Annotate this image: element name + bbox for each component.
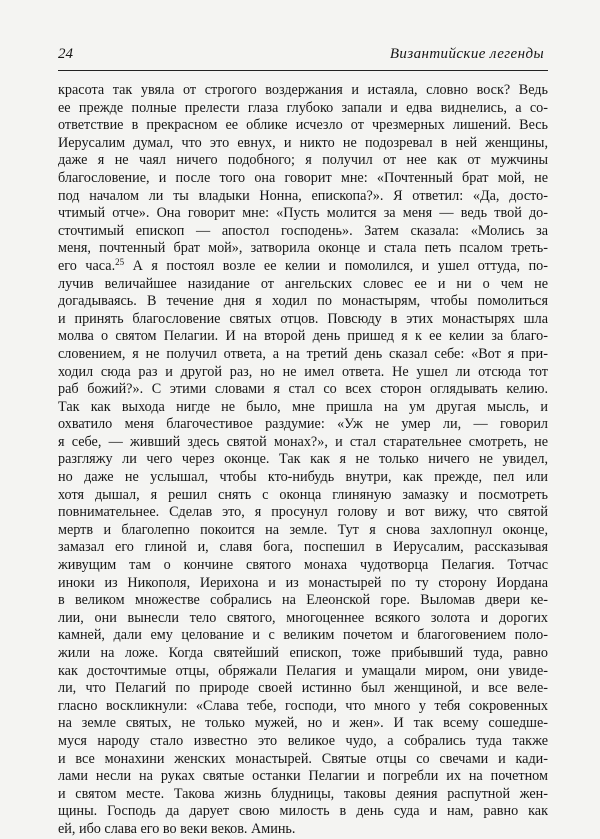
text-line: лучив величайшее назидание от ангельских словес ее и ни о чем не xyxy=(58,275,548,292)
text-line: раб божий?». С этими словами я стал со всех сторон оглядывать келию. xyxy=(58,381,548,398)
text-line: жили на ложе. Когда святейший епископ, тоже прибывший туда, равно xyxy=(58,645,548,661)
text-line: щины. Господь да дарует свою милость в день суда и нам, равно как xyxy=(58,803,548,820)
text-line: замазал его глиной и, славя бога, поспешил в Иерусалим, рассказывая xyxy=(58,539,548,556)
text-line: благословение, и после того она говорит мне: «Почтенный брат мой, не xyxy=(58,169,548,186)
text-line: хотя дышал, я решил снять с оконца глиняную замазку и посмотреть xyxy=(58,486,548,503)
text-line: красота так увяла от строгого воздержания и истаяла, словно воск? Ведь xyxy=(58,82,548,98)
text-line: гласно воскликнули: «Слава тебе, господи, что много у тебя сокровенных xyxy=(58,697,548,714)
text-line: словением, я не получил ответа, а на третий день сказал себе: «Вот я при- xyxy=(58,345,548,362)
text-line: мертв и благолепно покоится на земле. Тут я снова захлопнул оконце, xyxy=(58,521,548,538)
text-line: камней, дали ему целование и с великим почетом и благоговением поло- xyxy=(58,627,548,644)
text-line: сточтимый епископ — апостол господень». Затем сказала: «Молись за xyxy=(58,222,548,239)
text-line: даже я не чаял ничего подобного; я получил от нее как от мужчины xyxy=(58,152,548,169)
text-line xyxy=(58,258,548,276)
text-line: как досточтимые отцы, обряжали Пелагия и умащали миром, они увиде- xyxy=(58,662,548,679)
text-line: ли, что Пелагий по природе своей истинно был женщиной, и все веле- xyxy=(58,680,548,697)
page-number: 24 xyxy=(58,46,73,62)
running-title: Византийские легенды xyxy=(389,46,544,62)
text-line: меня, почтенный брат мой», затворила оконце и стала петь псалом треть- xyxy=(58,240,548,257)
text-line: и принять благословение святых отцов. Повсюду в этих монастырях шла xyxy=(58,310,548,327)
text-line: ее прежде полные прелести глаза глубоко запали и едва виднелись, а со- xyxy=(58,99,548,116)
text-line: муся народу стало известно это великое чудо, а собрались туда также xyxy=(58,732,548,749)
text-line: лии, они вынесли тело святого, многоценнее всякого золота и дорогих xyxy=(58,609,548,626)
text-line: Иерусалим думал, что это евнух, и никто не подозревал в ней женщины, xyxy=(58,134,548,151)
text-line: молва о святом Пелагии. И на второй день пришед я к ее келии за благо- xyxy=(58,328,548,345)
text-line: я себе, — живший здесь святой монах?», и стал старательнее смотреть, не xyxy=(58,433,548,450)
text-line: повнимательнее. Сделав это, я просунул голову и вот вижу, что святой xyxy=(58,504,548,521)
body-text xyxy=(58,82,548,839)
header-rule xyxy=(58,70,548,71)
footnote-ref: 25 xyxy=(115,256,125,267)
text-line: ей, ибо слава его во веки веков. Аминь. xyxy=(58,820,296,837)
text-segment: А я постоял возле ее келии и помолился, и ушел оттуда, по- xyxy=(124,257,549,274)
text-line: живущим там о кончине святого монаха чудотворца Пелагия. Тотчас xyxy=(58,557,548,574)
text-line: в великом множестве собрались на Елеонской горе. Выломав двери ке- xyxy=(58,592,548,609)
text-segment: его часа. xyxy=(58,257,116,274)
text-line: охватило меня благочестивое раздумие: «Уж не умер ли, — говорил xyxy=(58,416,548,433)
page-header xyxy=(58,46,546,66)
text-line: чтимый отче». Она говорит мне: «Пусть молится за меня — ведь твой до- xyxy=(58,205,548,222)
text-line: но даже не услышал, чтобы кто-нибудь внутри, как прежде, пел или xyxy=(58,469,548,486)
text-line: догадываясь. В течение дня я ходил по монастырям, чтобы помолиться xyxy=(58,293,548,310)
text-line: и все монахини женских монастырей. Святые отцы со свечами и кади- xyxy=(58,750,548,767)
text-line: под началом ли ты владыки Нонна, епископа?». Я ответил: «Да, досто- xyxy=(58,187,548,204)
text-line: разгляжу ли чего через оконце. Так как я не только ничего не увидел, xyxy=(58,451,548,468)
text-line: иноки из Никополя, Иерихона и из монастырей по ту сторону Иордана xyxy=(58,574,548,591)
text-line: и святом месте. Такова жизнь блудницы, таковы деяния распутной жен- xyxy=(58,785,548,802)
text-line: ответствие в прекрасном ее облике исчезло от чрезмерных лишений. Весь xyxy=(58,117,548,134)
text-line: на земле святых, не только мужей, но и жен». И так всему сошедше- xyxy=(58,715,548,732)
text-line: Так как выхода нигде не было, мне пришла на ум другая мысль, и xyxy=(58,398,548,415)
text-line: ходил сюда раз и другой раз, но не имел ответа. Не ушел ли отсюда тот xyxy=(58,363,548,380)
text-line: лами несли на руках святые останки Пелагии и погребли их на почетном xyxy=(58,768,548,785)
